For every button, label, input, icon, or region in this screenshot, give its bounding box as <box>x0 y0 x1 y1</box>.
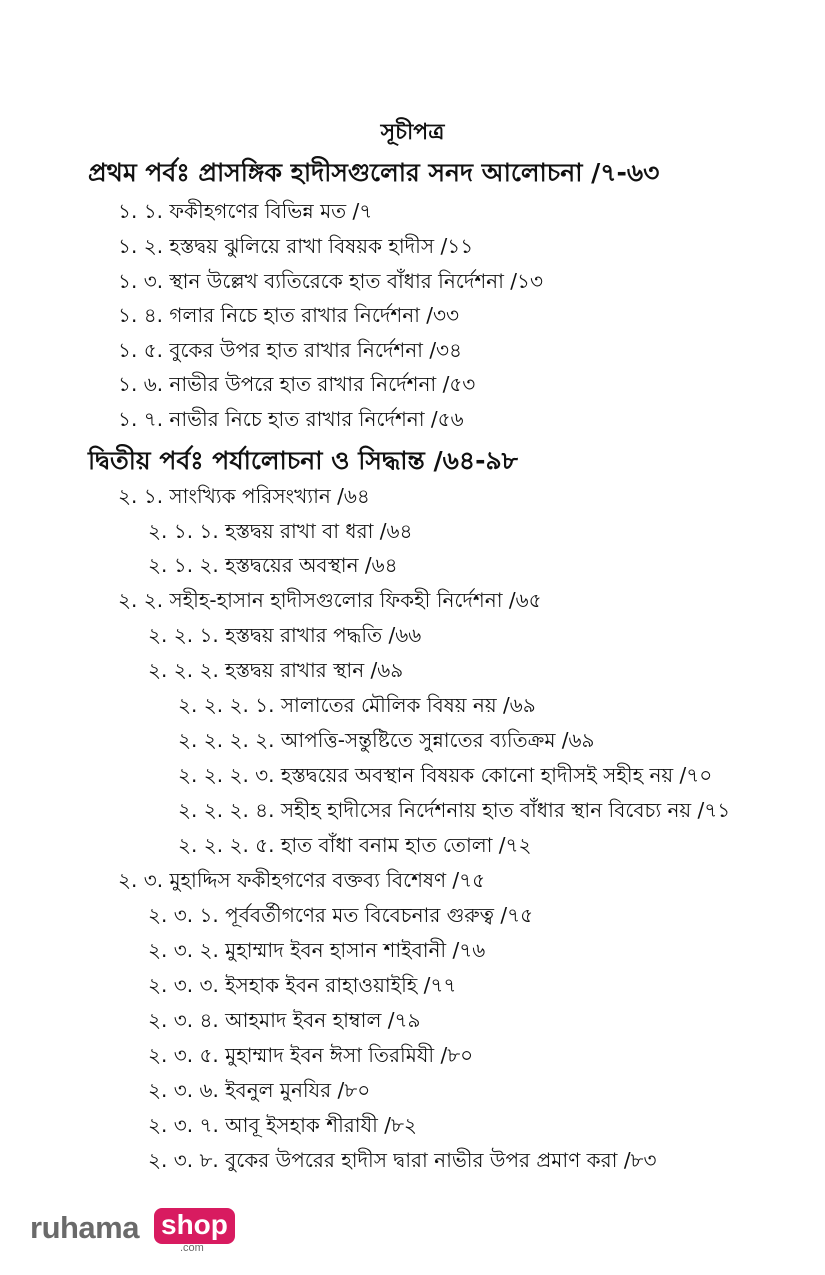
toc-entry-2-3-3: ২. ৩. ৩. ইসহাক ইবন রাহাওয়াইহি /৭৭ <box>148 973 457 997</box>
page-title: সূচীপত্র <box>380 120 445 145</box>
toc-entry-2-2-2-1: ২. ২. ২. ১. সালাতের মৌলিক বিষয় নয় /৬৯ <box>178 693 536 717</box>
toc-entry-2-3-2: ২. ৩. ২. মুহাম্মাদ ইবন হাসান শাইবানী /৭৬ <box>148 938 486 962</box>
toc-entry-1-6: ১. ৬. নাভীর উপরে হাত রাখার নির্দেশনা /৫৩ <box>118 372 476 396</box>
toc-entry-2-3-7: ২. ৩. ৭. আবূ ইসহাক শীরাযী /৮২ <box>148 1113 417 1137</box>
toc-entry-2-2-2-4: ২. ২. ২. ৪. সহীহ হাদীসের নির্দেশনায় হাত বাঁধার স্থান বিবেচ্য নয় /৭১ <box>178 798 731 822</box>
toc-entry-2-1: ২. ১. সাংখ্যিক পরিসংখ্যান /৬৪ <box>118 484 370 508</box>
toc-entry-2-3-6: ২. ৩. ৬. ইবনুল মুনযির /৮০ <box>148 1078 371 1102</box>
toc-entry-2-2-2-5: ২. ২. ২. ৫. হাত বাঁধা বনাম হাত তোলা /৭২ <box>178 833 532 857</box>
toc-entry-2-3: ২. ৩. মুহাদ্দিস ফকীহগণের বক্তব্য বিশেষণ /৭৫ <box>118 868 486 892</box>
toc-entry-1-4: ১. ৪. গলার নিচে হাত রাখার নির্দেশনা /৩৩ <box>118 303 460 327</box>
watermark-brand: ruhama <box>30 1210 139 1245</box>
toc-entry-2-3-1: ২. ৩. ১. পূর্ববর্তীগণের মত বিবেচনার গুরুত্ব /৭৫ <box>148 903 534 927</box>
toc-entry-1-3: ১. ৩. স্থান উল্লেখ ব্যতিরেকে হাত বাঁধার নির্দেশনা /১৩ <box>118 269 543 293</box>
toc-entry-2-2-2-2: ২. ২. ২. ২. আপত্তি-সন্তুষ্টিতে সুন্নাতের ব্যতিক্রম /৬৯ <box>178 728 595 752</box>
watermark-domain: .com <box>180 1242 204 1254</box>
toc-entry-2-2: ২. ২. সহীহ-হাসান হাদীসগুলোর ফিকহী নির্দেশনা /৬৫ <box>118 588 542 612</box>
toc-entry-2-2-2-3: ২. ২. ২. ৩. হস্তদ্বয়ের অবস্থান বিষয়ক কোনো হাদীসই সহীহ নয় /৭০ <box>178 763 713 787</box>
toc-entry-2-3-8: ২. ৩. ৮. বুকের উপরের হাদীস দ্বারা নাভীর উপর প্রমাণ করা /৮৩ <box>148 1148 657 1172</box>
toc-entry-2-1-2: ২. ১. ২. হস্তদ্বয়ের অবস্থান /৬৪ <box>148 553 398 577</box>
toc-entry-2-3-5: ২. ৩. ৫. মুহাম্মাদ ইবন ঈসা তিরমিযী /৮০ <box>148 1043 474 1067</box>
toc-entry-1-7: ১. ৭. নাভীর নিচে হাত রাখার নির্দেশনা /৫৬ <box>118 407 464 431</box>
part1-heading: প্রথম পর্বঃ প্রাসঙ্গিক হাদীসগুলোর সনদ আলোচনা /৭-৬৩ <box>88 158 660 187</box>
toc-entry-1-5: ১. ৫. বুকের উপর হাত রাখার নির্দেশনা /৩৪ <box>118 338 463 362</box>
toc-entry-1-1: ১. ১. ফকীহগণের বিভিন্ন মত /৭ <box>118 199 373 223</box>
toc-entry-1-2: ১. ২. হস্তদ্বয় ঝুলিয়ে রাখা বিষয়ক হাদীস /১১ <box>118 234 474 258</box>
toc-entry-2-3-4: ২. ৩. ৪. আহমাদ ইবন হাম্বাল /৭৯ <box>148 1008 421 1032</box>
toc-entry-2-2-2: ২. ২. ২. হস্তদ্বয় রাখার স্থান /৬৯ <box>148 658 404 682</box>
ruhamashop-watermark-logo <box>30 1206 230 1256</box>
toc-entry-2-2-1: ২. ২. ১. হস্তদ্বয় রাখার পদ্ধতি /৬৬ <box>148 623 422 647</box>
part2-heading: দ্বিতীয় পর্বঃ পর্যালোচনা ও সিদ্ধান্ত /৬৪-৯৮ <box>88 446 518 475</box>
toc-entry-2-1-1: ২. ১. ১. হস্তদ্বয় রাখা বা ধরা /৬৪ <box>148 519 413 543</box>
watermark-badge: shop <box>154 1208 235 1244</box>
